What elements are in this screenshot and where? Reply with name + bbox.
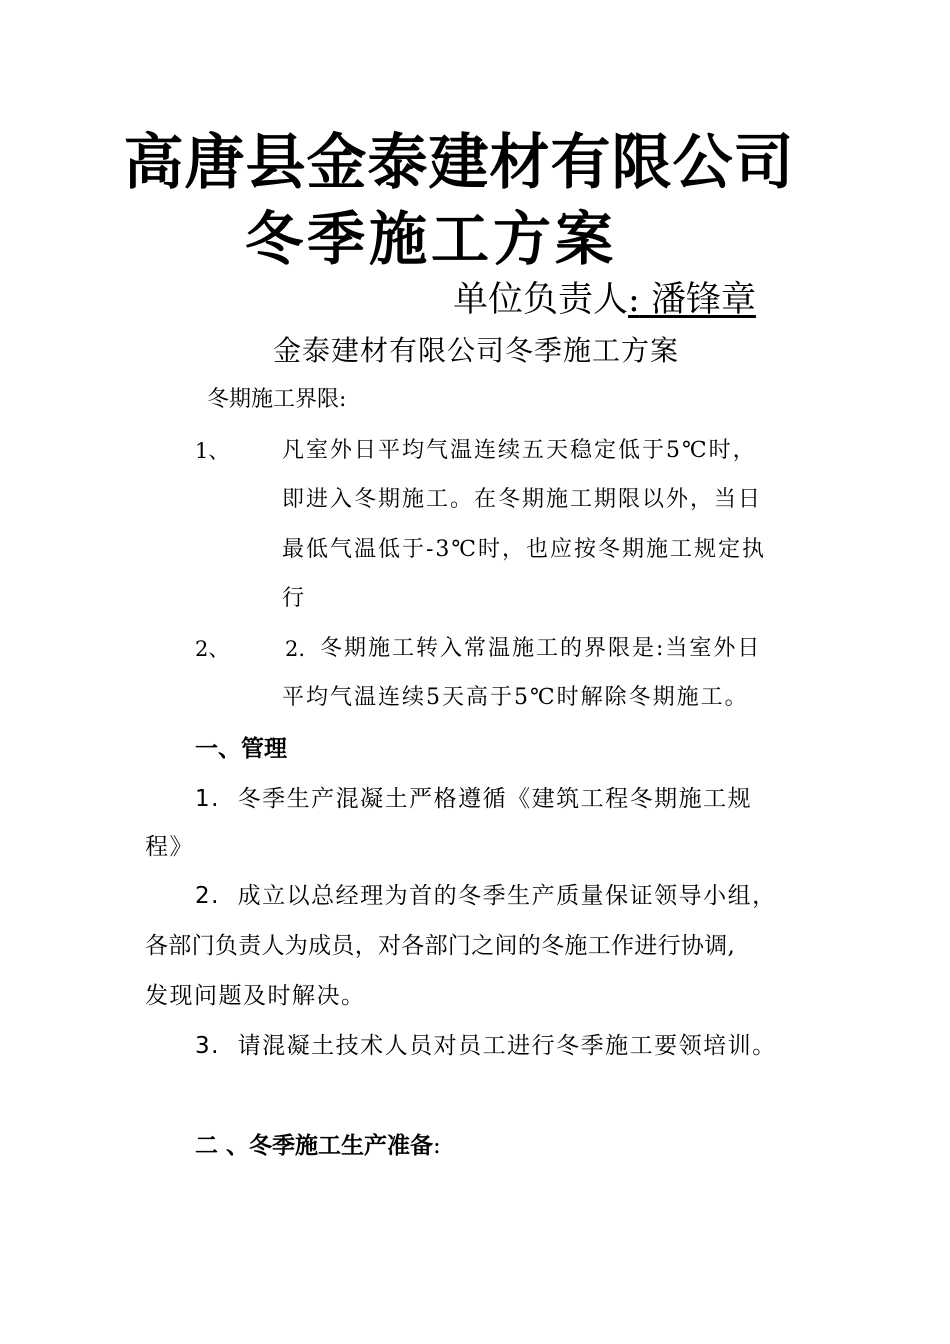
management-item-3-text: 请混凝土技术人员对员工进行冬季施工要领培训。 [237,1033,777,1059]
boundary-item-2-line-2: 平均气温连续5天高于5℃时解除冬期施工。 [282,685,749,710]
boundary-item-2-sub-number: 2. [285,637,306,661]
boundary-item-1-line-2: 即进入冬期施工。在冬期施工期限以外，当日 [282,487,763,512]
boundary-item-2-number: 2、 [195,637,230,661]
section-1-heading: 一、管理 [195,736,287,762]
management-item-3-number: 3. [195,1033,220,1059]
document-subtitle: 金泰建材有限公司冬季施工方案 [273,334,680,367]
management-item-2-line-1 [195,881,777,911]
responsible-name: 潘锋章 [639,280,756,320]
management-item-2-line-2: 各部门负责人为成员，对各部门之间的冬施工作进行协调, [145,933,736,959]
responsible-label: 单位负责人 [453,280,629,320]
boundary-item-1-line-1: 凡室外日平均气温连续五天稳定低于5℃时， [282,438,757,463]
management-item-3-line-1 [195,1031,777,1061]
section-2-heading [195,1131,441,1161]
boundary-item-1-line-3: 最低气温低于-3℃时，也应按冬期施工规定执 [282,537,767,562]
responsible-person-line [453,278,756,322]
management-item-1-line-2: 程》 [145,834,194,860]
management-item-2-number: 2. [195,883,220,909]
boundary-item-1-number: 1、 [195,439,230,463]
responsible-colon: : [628,280,640,320]
management-item-2-text: 成立以总经理为首的冬季生产质量保证领导小组， [237,883,777,909]
boundary-item-2-line-1: 冬期施工转入常温施工的界限是:当室外日 [320,636,762,661]
management-item-1-line-1 [195,784,752,814]
winter-boundary-heading: 冬期施工界限: [207,387,347,412]
management-item-1-text: 冬季生产混凝土严格遵循《建筑工程冬期施工规 [237,786,753,812]
management-item-1-number: 1. [195,786,220,812]
section-2-heading-text: 二 、冬季施工生产准备 [195,1133,434,1159]
document-title-company: 高唐县金泰建材有限公司 [123,128,795,198]
section-2-heading-colon: : [433,1133,441,1159]
document-title-plan: 冬季施工方案 [245,205,618,273]
boundary-item-1-line-4: 行 [282,586,307,611]
management-item-2-line-3: 发现问题及时解决。 [145,983,366,1009]
